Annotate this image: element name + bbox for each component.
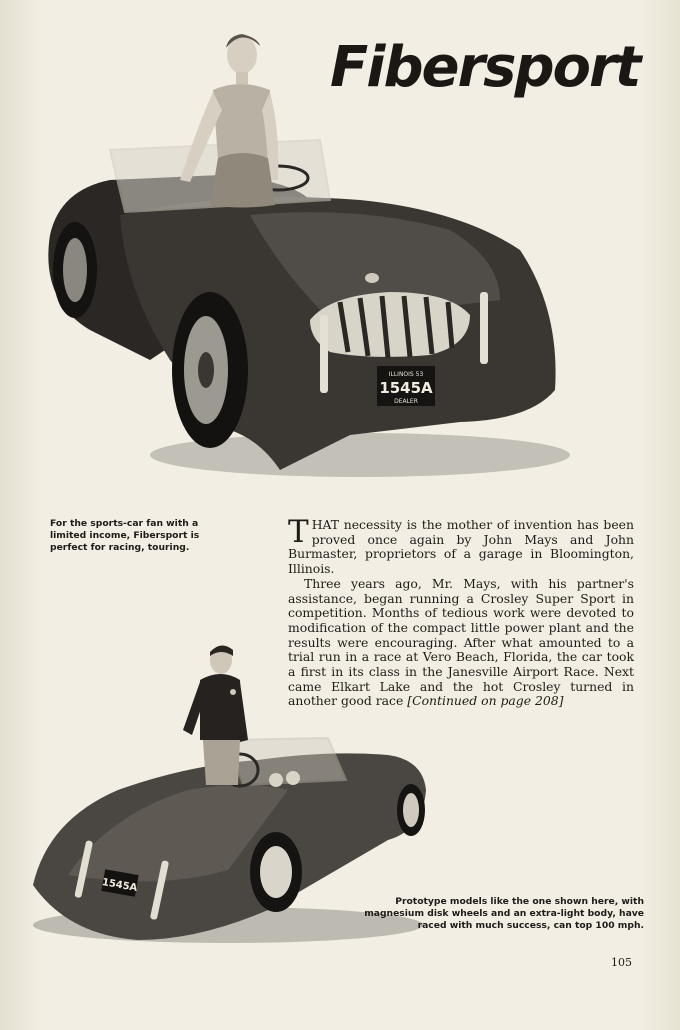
paragraph-2-text: Three years ago, Mr. Mays, with his partner's assistance, began running a Crosley Super Sport in competition. Months of tedious work were devoted to modification of the compact little power plant and the results were encouraging. After what amounted to a trial run in a race at Vero Beach, Florida, the car took a first in its class in the Janesville Airport Race. Next came Elkart Lake and the hot Crosley turned in another good race [288,575,634,709]
article-title: Fibersport [330,35,640,100]
top-plate-number: 1545A [379,379,433,397]
caption-bottom-photo: Prototype models like the one shown here, with magnesium disk wheels and an extra-light body, have raced with much success, can top 100 mph. [364,896,644,931]
bottom-plate-number: 1545A [101,876,139,894]
page-number: 105 [611,956,632,969]
continued-note: [Continued on page 208] [407,693,564,709]
caption-top-photo: For the sports-car fan with a limited income, Fibersport is perfect for racing, touring. [50,518,200,553]
top-plate-state: ILLINOIS 53 [388,371,424,378]
drop-cap: T [288,514,309,550]
photo-woman-in-roadster [30,30,570,480]
paragraph-1-text: HAT necessity is the mother of invention has been proved once again by John Mays and John Burmaster, proprietors of a garage in Bloomington, Illinois. [288,517,634,577]
article-paragraph-1 [288,514,634,577]
top-plate-dealer: DEALER [394,398,418,405]
